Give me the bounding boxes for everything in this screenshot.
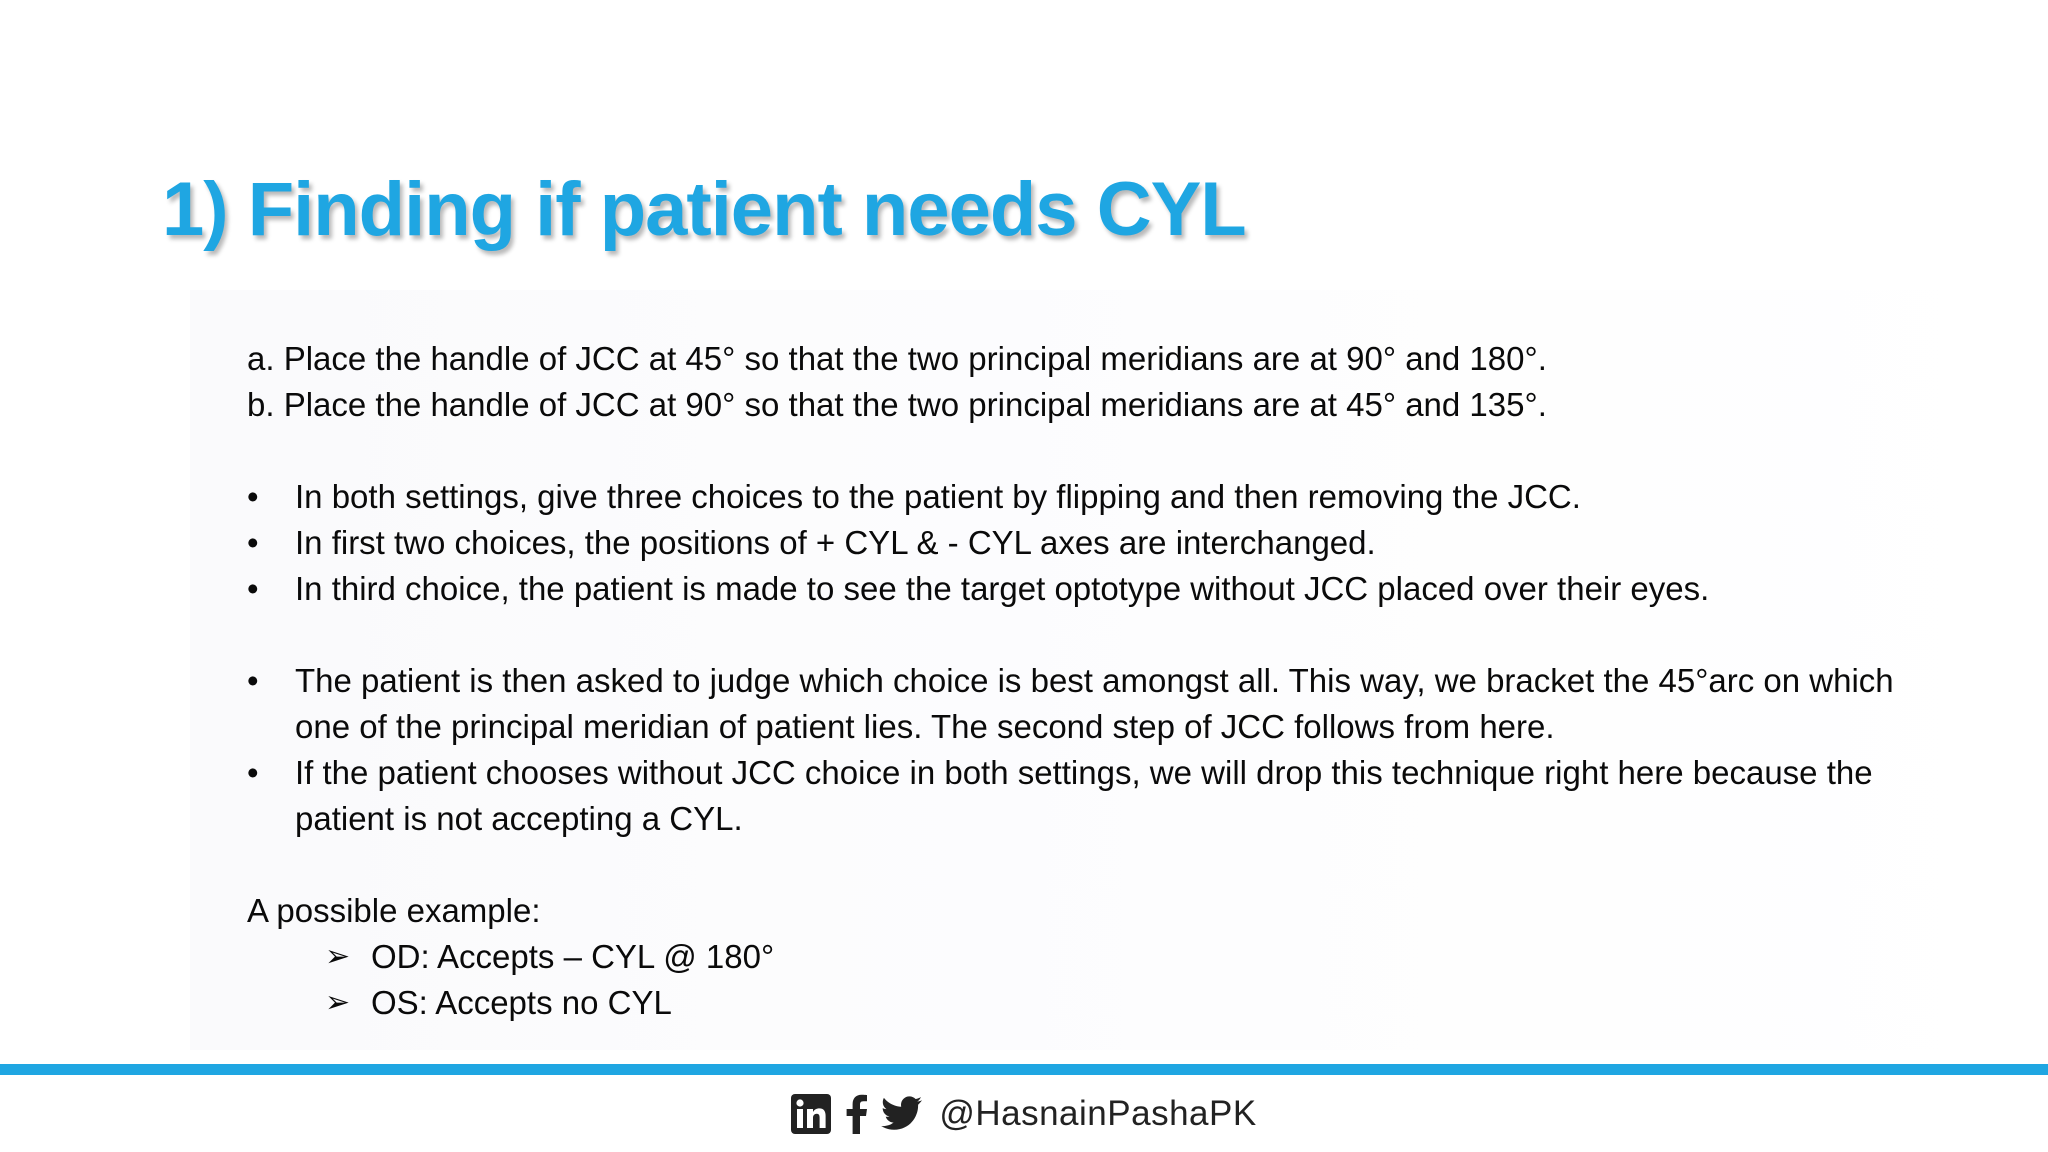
list-item-text: In third choice, the patient is made to see the target optotype without JCC placed over their eyes. xyxy=(295,570,1710,607)
social-handle: @HasnainPashaPK xyxy=(939,1093,1257,1133)
example-list xyxy=(247,934,2007,1026)
bullet-marker: • xyxy=(247,570,259,607)
list-item-text: In first two choices, the positions of + CYL & - CYL axes are interchanged. xyxy=(295,524,1376,561)
example-os: OS: Accepts no CYL xyxy=(371,984,672,1021)
bullet-list-judgement xyxy=(247,658,2007,842)
bullet-marker: • xyxy=(247,754,259,791)
footer-divider xyxy=(0,1064,2048,1075)
arrow-bullet-icon: ➢ xyxy=(325,986,351,1019)
list-item-text: If the patient chooses without JCC choice in both settings, we will drop this technique right here because the xyxy=(295,754,1873,791)
arrow-bullet-icon: ➢ xyxy=(325,940,351,973)
twitter-icon[interactable] xyxy=(881,1096,923,1132)
facebook-icon[interactable] xyxy=(843,1094,869,1134)
linkedin-icon[interactable] xyxy=(791,1094,831,1134)
spacer xyxy=(247,842,2007,888)
bullet-marker: • xyxy=(247,524,259,561)
list-item-text: In both settings, give three choices to the patient by flipping and then removing the JCC. xyxy=(295,478,1581,515)
slide-title: 1) Finding if patient needs CYL xyxy=(162,167,1246,252)
bullet-marker: • xyxy=(247,478,259,515)
list-item xyxy=(247,658,2007,750)
list-item xyxy=(247,750,2007,842)
bullet-list-choices xyxy=(247,474,2007,612)
list-item xyxy=(247,520,2007,566)
slide-body xyxy=(247,336,2007,1026)
example-od: OD: Accepts – CYL @ 180° xyxy=(371,938,775,975)
list-item xyxy=(247,474,2007,520)
footer xyxy=(0,1075,2048,1152)
list-item xyxy=(325,980,2007,1026)
example-heading: A possible example: xyxy=(247,892,541,929)
step-b: b. Place the handle of JCC at 90° so that the two principal meridians are at 45° and 135°. xyxy=(247,386,1547,423)
step-a: a. Place the handle of JCC at 45° so that the two principal meridians are at 90° and 180°. xyxy=(247,340,1547,377)
list-item-text: The patient is then asked to judge which choice is best amongst all. This way, we bracket the 45°arc on which xyxy=(295,662,1894,699)
list-item xyxy=(325,934,2007,980)
spacer xyxy=(247,428,2007,474)
list-item-text-continued: patient is not accepting a CYL. xyxy=(295,800,743,837)
bullet-marker: • xyxy=(247,662,259,699)
list-item xyxy=(247,566,2007,612)
list-item-text-continued: one of the principal meridian of patient lies. The second step of JCC follows from here. xyxy=(295,708,1555,745)
spacer xyxy=(247,612,2007,658)
